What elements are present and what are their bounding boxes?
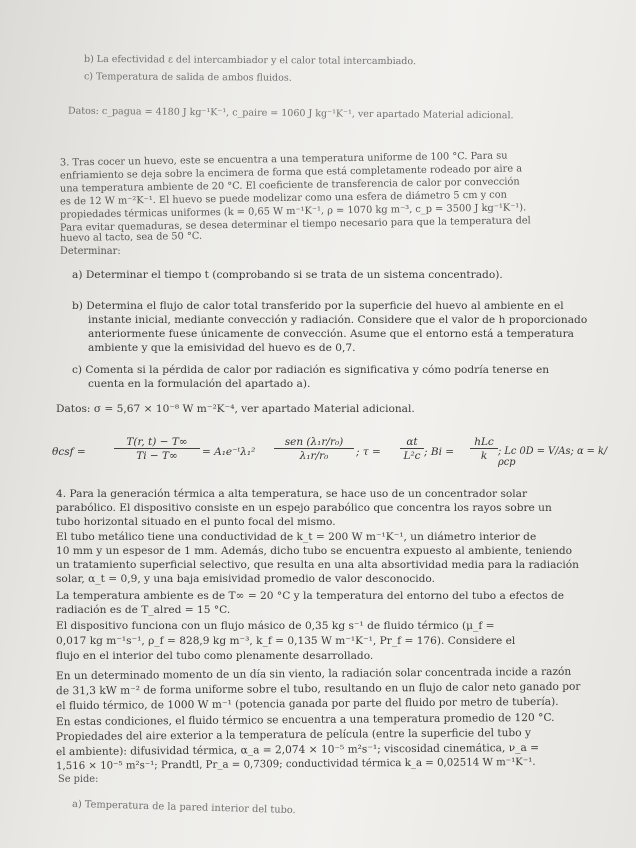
p3-data: Datos: σ = 5,67 × 10⁻⁸ W m⁻²K⁻⁴, ver apartado Material adicional.	[56, 403, 415, 415]
p3-item-c: c) Comenta si la pérdida de calor por radiación es significativa y cómo podría tenerse en	[72, 364, 550, 376]
p3-line: una temperatura ambiente de 20 °C. El coeficiente de transferencia de calor por convección	[59, 176, 520, 195]
eq-rest: ; Lc 0D = V/As; α = k/ρcp	[498, 446, 608, 468]
p4-line: Propiedades del aire exterior a la temperatura de película (entre la superficie del tubo y	[55, 726, 531, 744]
eq-frac1-den: Ti − T∞	[136, 450, 178, 462]
eq-frac3-num: αt	[400, 436, 424, 449]
eq-fraction-sine	[274, 436, 354, 462]
eq-mid: = A₁e⁻ᵗλ₁²	[202, 446, 256, 458]
p3-line: 3. Tras cocer un huevo, este se encuentra a una temperatura uniforme de 100 °C. Para su	[59, 150, 508, 169]
eq-tau: ; τ =	[356, 446, 381, 458]
p4-se-pide: Se pide:	[58, 774, 99, 785]
equation-line	[30, 432, 620, 472]
p3-line: Para evitar quemaduras, se desea determinar el tiempo necesario para que la temperatura del	[59, 215, 531, 234]
p3-line: enfriamiento se deja sobre la encimera de forma que está completamente rodeado por aire a	[59, 163, 523, 182]
eq-theta: θcsf =	[52, 446, 86, 458]
p4-line: 0,017 kg m⁻¹s⁻¹, ρ_f = 828,9 kg m⁻³, k_f = 0,135 W m⁻¹K⁻¹, Pr_f = 176). Considere el	[56, 635, 516, 647]
eq-fraction-fourier	[400, 436, 424, 462]
p4-line: 1,516 × 10⁻⁵ m²s⁻¹; Prandtl, Pr_a = 0,7309; conductividad térmica k_a = 0,02514 W m⁻¹K⁻¹.	[55, 756, 536, 773]
p4-line: de 31,3 kW m⁻² de forma uniforme sobre el tubo, resultando en un flujo de calor neto ganado por	[55, 680, 581, 698]
p3-line: Determinar:	[60, 246, 121, 257]
p3-item-a: a) Determinar el tiempo t (comprobando si se trata de un sistema concentrado).	[72, 269, 503, 281]
p4-line: parabólico. El dispositivo consiste en un espejo parabólico que concentra los rayos sobre un	[56, 502, 552, 514]
eq-fraction-biot	[470, 436, 498, 462]
p3-line: es de 12 W m⁻²K⁻¹. El huevo se puede modelizar como una esfera de diámetro 5 cm y con	[59, 189, 508, 208]
p4-line: El dispositivo funciona con un flujo másico de 0,35 kg s⁻¹ de fluido térmico (μ_f =	[56, 620, 495, 632]
p4-line: La temperatura ambiente es de T∞ = 20 °C y la temperatura del entorno del tubo a efectos de	[56, 590, 565, 602]
p4-line: tubo horizontal situado en el punto focal del mismo.	[56, 516, 336, 528]
p4-line: radiación es de T_alred = 15 °C.	[56, 604, 231, 616]
prev-item-c: c) Temperatura de salida de ambos fluidos.	[83, 71, 292, 84]
eq-bi: ; Bi =	[424, 446, 455, 458]
eq-frac2-den: λ₁r/r₀	[299, 450, 329, 462]
p4-line: el fluido térmico, de 1000 W m⁻¹ (potencia ganada por parte del fluido por metro de tubería).	[55, 695, 559, 713]
p3-item-b: b) Determina el flujo de calor total transferido por la superficie del huevo al ambiente en el	[72, 300, 564, 312]
p3-line: propiedades térmicas uniformes (k = 0,65 W m⁻¹K⁻¹, ρ = 1070 kg m⁻³, c_p = 3500 J kg⁻¹K⁻¹).	[59, 202, 527, 221]
p4-line: En un determinado momento de un día sin viento, la radiación solar concentrada incide a razón	[55, 665, 572, 683]
p3-item-b-line: anteriormente fuese únicamente de convección. Asume que el entorno está a temperatura	[88, 328, 574, 340]
prev-data: Datos: c_pagua = 4180 J kg⁻¹K⁻¹, c_paire = 1060 J kg⁻¹K⁻¹, ver apartado Material adicional.	[67, 105, 514, 122]
p3-item-b-line: instante inicial, mediante convección y radiación. Considere que el valor de h proporcionado	[88, 314, 588, 326]
eq-frac4-num: hLc	[470, 436, 498, 449]
eq-frac1-num: T(r, t) − T∞	[114, 436, 200, 449]
p4-line: En estas condiciones, el fluido térmico se encuentra a una temperatura promedio de 120 °C.	[55, 711, 555, 729]
p3-item-b-line: ambiente y que la emisividad del huevo es de 0,7.	[88, 342, 356, 354]
p3-item-c-line: cuenta en la formulación del apartado a).	[88, 378, 311, 390]
p4-line: un tratamiento superficial selectivo, que resulta en una alta absortividad media para la radiación	[56, 559, 579, 571]
p4-line: El tubo metálico tiene una conductividad de k_t = 200 W m⁻¹K⁻¹, un diámetro interior de	[56, 531, 537, 543]
p4-item-a: a) Temperatura de la pared interior del tubo.	[71, 798, 296, 817]
p4-line: 10 mm y un espesor de 1 mm. Además, dicho tubo se encuentra expuesto al ambiente, teniendo	[56, 545, 573, 557]
eq-frac2-num: sen (λ₁r/r₀)	[274, 436, 354, 449]
p3-line: huevo al tacto, sea de 50 °C.	[59, 230, 203, 245]
p4-line: el ambiente): difusividad térmica, α_a = 2,074 × 10⁻⁵ m²s⁻¹; viscosidad cinemática, ν_a =	[55, 741, 540, 759]
eq-frac4-den: k	[480, 450, 488, 462]
prev-item-b: b) La efectividad ε del intercambiador y el calor total intercambiado.	[83, 53, 417, 68]
eq-fraction-temperature	[114, 436, 200, 462]
p4-line: solar, α_t = 0,9, y una baja emisividad promedio de valor desconocido.	[56, 573, 435, 585]
p4-line: 4. Para la generación térmica a alta temperatura, se hace uso de un concentrador solar	[56, 488, 528, 500]
eq-frac3-den: L²c	[403, 450, 421, 462]
p4-line: flujo en el interior del tubo como plenamente desarrollado.	[56, 650, 374, 662]
